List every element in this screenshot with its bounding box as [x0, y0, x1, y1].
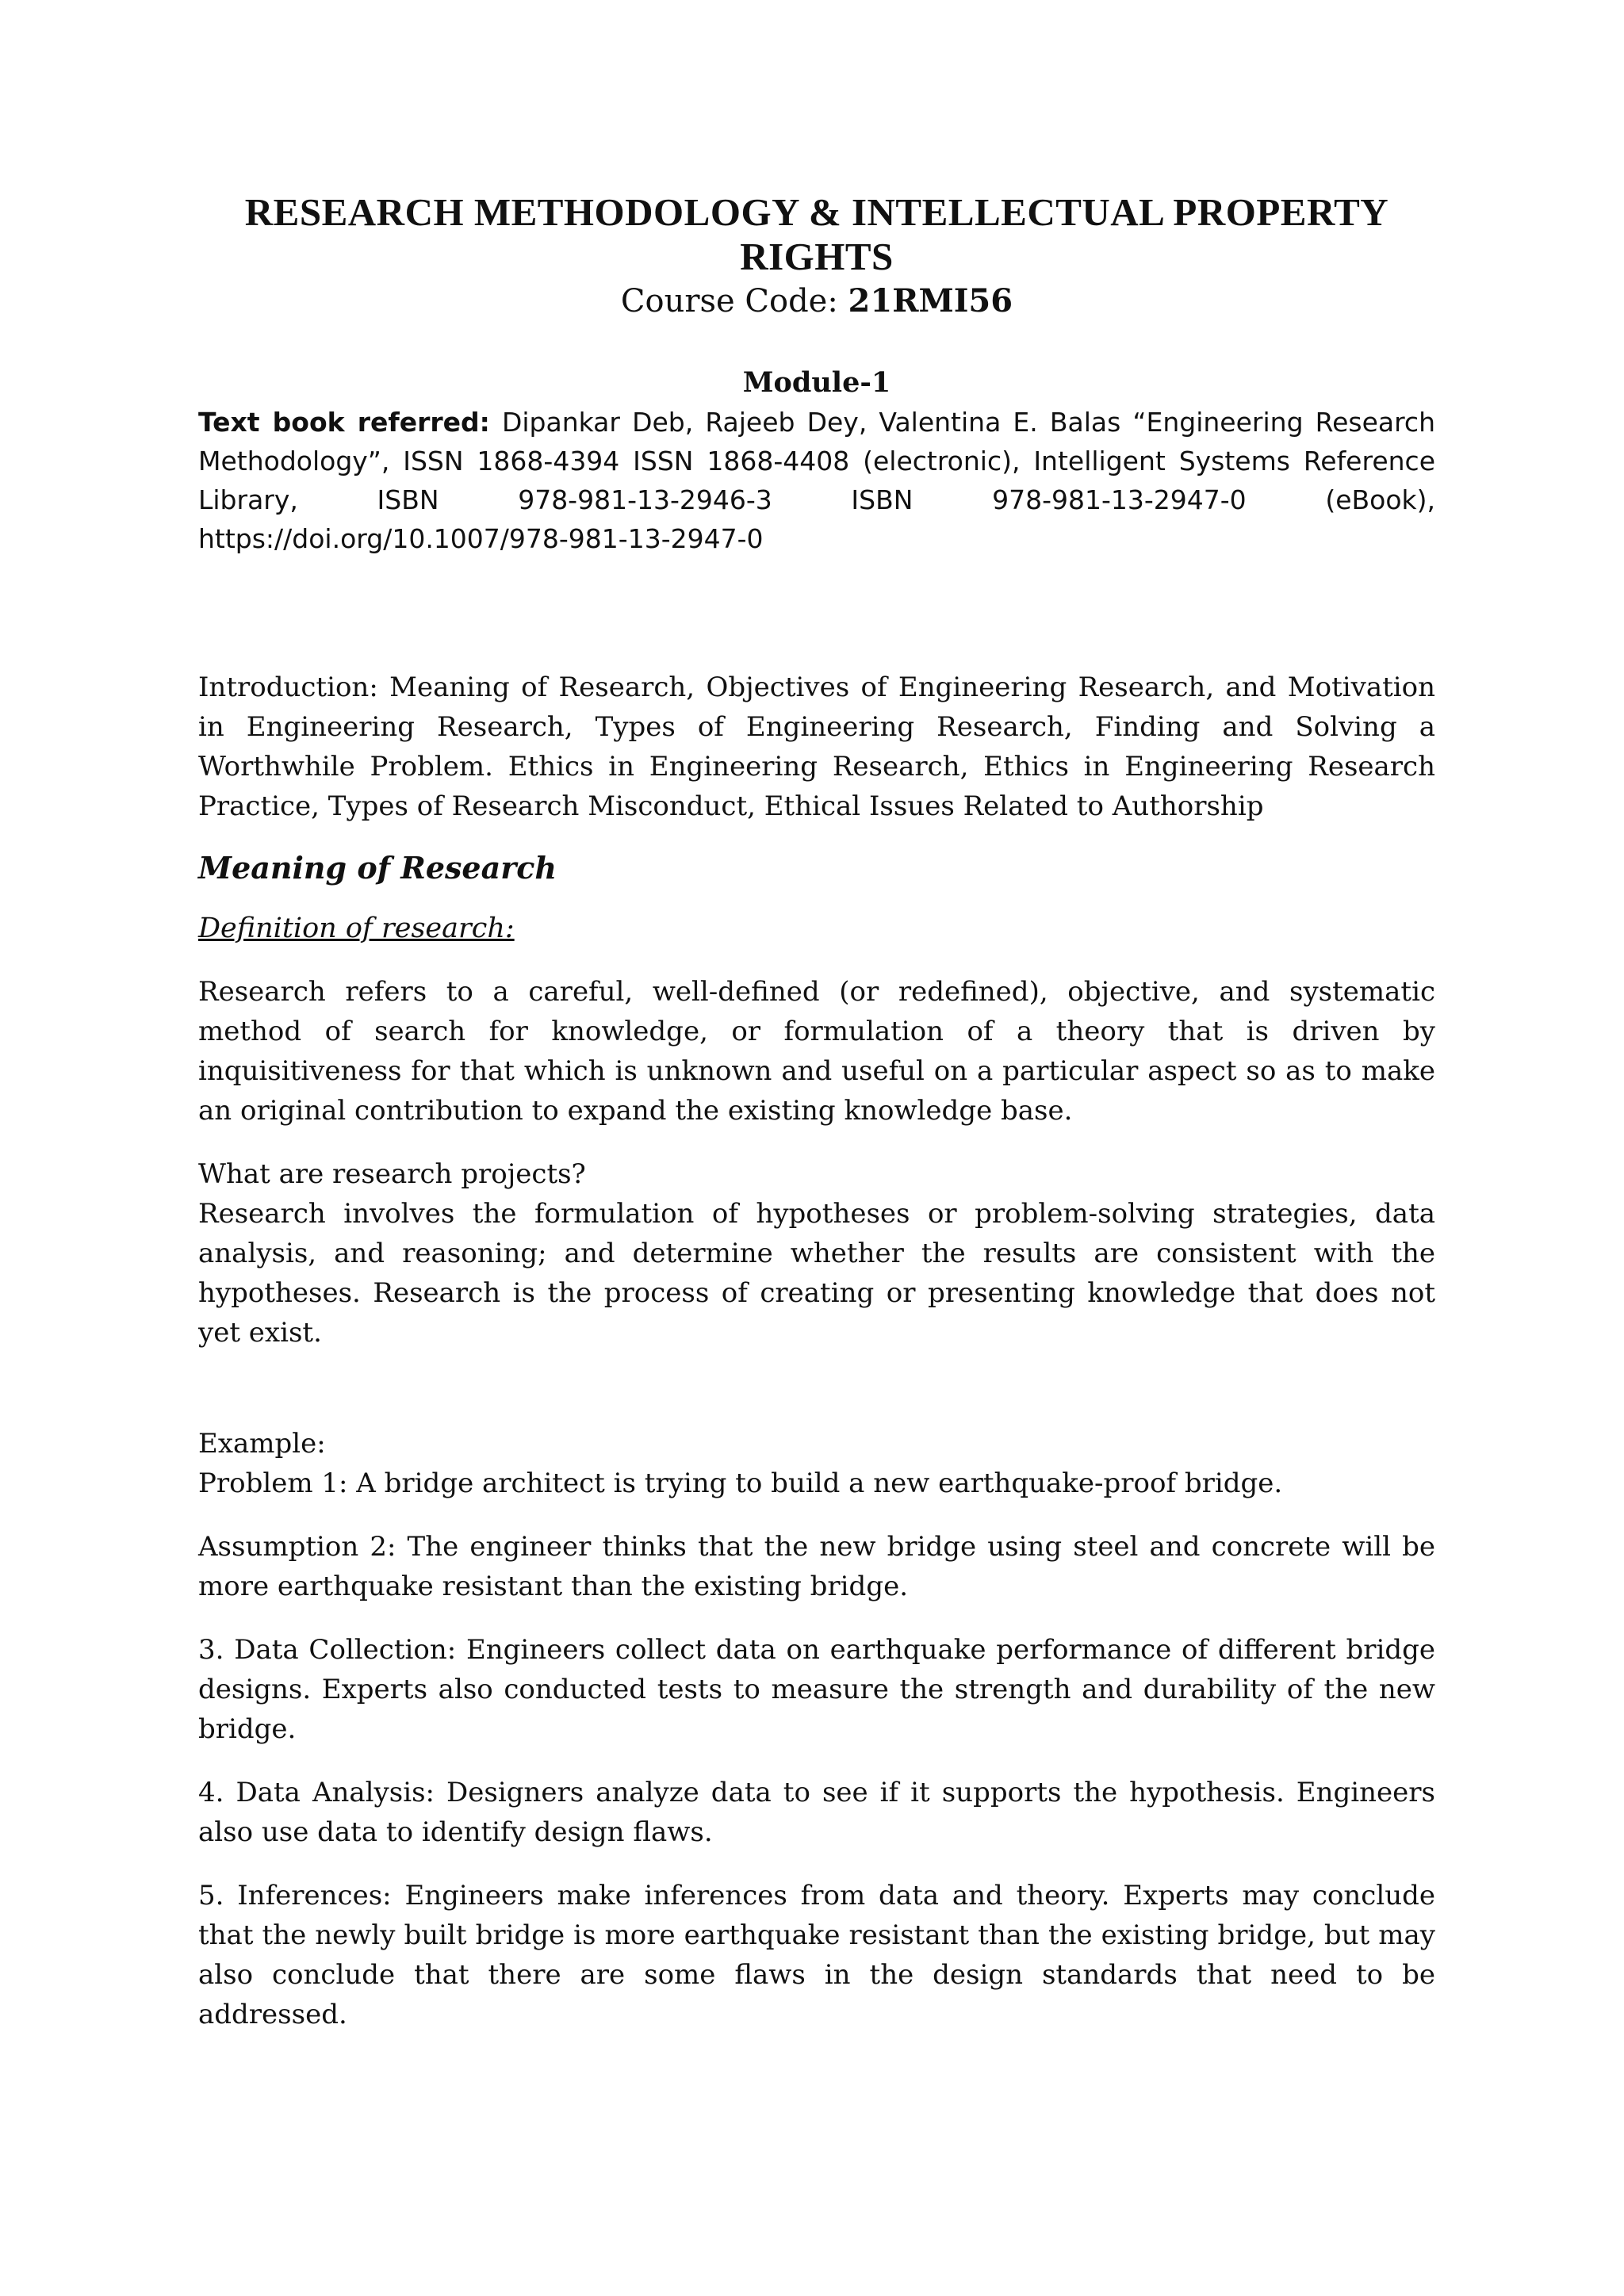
textbook-reference — [198, 403, 1435, 558]
course-code-label: Course Code: — [620, 283, 848, 320]
document-page — [198, 0, 1435, 2034]
example-problem: Problem 1: A bridge architect is trying to build a new earthquake-proof bridge. — [198, 1468, 1283, 1499]
example-assumption: Assumption 2: The engineer thinks that the new bridge using steel and concrete will be more earthquake resistant than the existing bridge. — [198, 1531, 1435, 1602]
example-data-collection: 3. Data Collection: Engineers collect data on earthquake performance of different bridge designs. Experts also conducted tests to measure the strength and durability of the new bridge. — [198, 1634, 1435, 1745]
section-heading: Meaning of Research — [198, 850, 557, 886]
course-code — [198, 279, 1435, 323]
course-code-value: 21RMI56 — [848, 282, 1013, 320]
example-label: Example: — [198, 1428, 326, 1460]
projects-question: What are research projects? — [198, 1158, 586, 1190]
title-block — [198, 190, 1435, 323]
introduction-paragraph: Introduction: Meaning of Research, Objectives of Engineering Research, and Motivation in Engineering Research, Types of Engineering Research, Finding and Solving a Worthwhile Problem. Ethics in Engineering Research, Ethics in Engineering Research Practice, Types of Research Misconduct, Ethical Issues Related to Authorship — [198, 672, 1435, 822]
module-heading: Module-1 — [742, 366, 891, 399]
example-inferences: 5. Inferences: Engineers make inferences from data and theory. Experts may conclude that the newly built bridge is more earthquake resistant than the existing bridge, but may also conclude that there are some flaws in the design standards that need to be addressed. — [198, 1880, 1435, 2030]
projects-answer: Research involves the formulation of hypotheses or problem-solving strategies, data analysis, and reasoning; and determine whether the results are consistent with the hypotheses. Research is the process of creating or presenting knowledge that does not yet exist. — [198, 1198, 1435, 1349]
definition-paragraph: Research refers to a careful, well-defined (or redefined), objective, and systematic method of search for knowledge, or formulation of a theory that is driven by inquisitiveness for that which is unknown and useful on a particular aspect so as to make an original contribution to expand the existing knowledge base. — [198, 976, 1435, 1127]
textbook-label: Text book referred: — [198, 407, 490, 438]
document-title: RESEARCH METHODOLOGY & INTELLECTUAL PROPERTY RIGHTS — [244, 190, 1389, 278]
example-data-analysis: 4. Data Analysis: Designers analyze data to see if it supports the hypothesis. Engineers also use data to identify design flaws. — [198, 1777, 1435, 1848]
textbook-text: Dipankar Deb, Rajeeb Dey, Valentina E. Balas “Engineering Research Methodology”, ISSN 1868-4394 ISSN 1868-4408 (electronic), Intelligent Systems Reference Library, ISBN 978-981-13-2946-3 ISBN 978-981-13-2947-0 (eBook), https://doi.org/10.1007/978-981-13-2947-0 — [198, 407, 1435, 554]
definition-subheading: Definition of research: — [198, 913, 515, 944]
